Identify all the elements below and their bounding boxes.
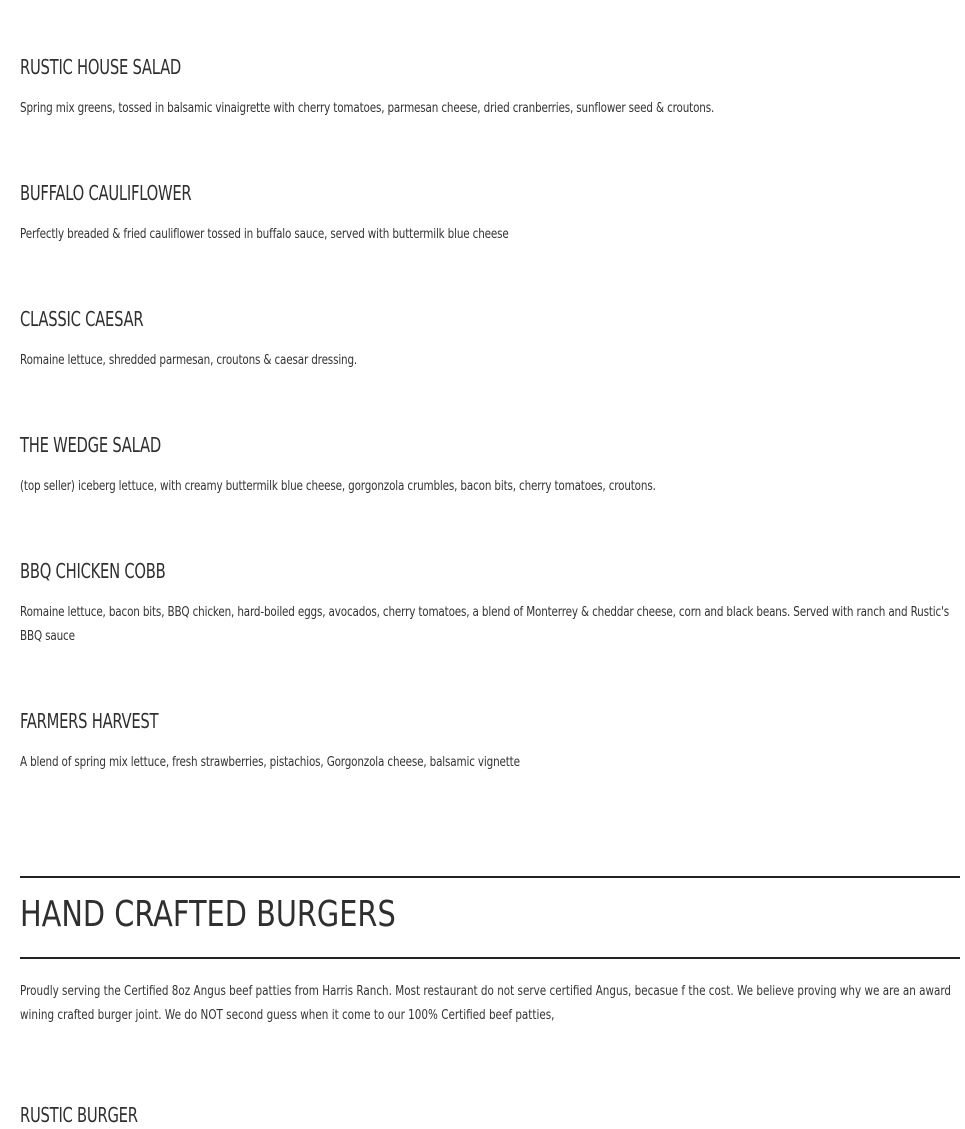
menu-item-name: CLASSIC CAESAR bbox=[20, 307, 144, 331]
menu-item-name: RUSTIC BURGER bbox=[20, 1103, 138, 1127]
menu-item-name: BUFFALO CAULIFLOWER bbox=[20, 181, 192, 205]
menu-item bbox=[20, 181, 960, 247]
menu-item bbox=[20, 1103, 960, 1127]
menu-item bbox=[20, 433, 960, 499]
menu-item-description: Spring mix greens, tossed in balsamic vinaigrette with cherry tomatoes, parmesan cheese, dried cranberries, sunflower seed & croutons. bbox=[20, 101, 715, 116]
menu-item bbox=[20, 307, 960, 373]
menu-item-description: Perfectly breaded & fried cauliflower tossed in buffalo sauce, served with buttermilk blue cheese bbox=[20, 227, 509, 242]
section-top-divider bbox=[20, 876, 960, 878]
menu-item-description: (top seller) iceberg lettuce, with creamy buttermilk blue cheese, gorgonzola crumbles, bacon bits, cherry tomatoes, croutons. bbox=[20, 479, 656, 494]
menu-item-description: A blend of spring mix lettuce, fresh strawberries, pistachios, Gorgonzola cheese, balsamic vignette bbox=[20, 755, 520, 770]
menu-item-description: Romaine lettuce, bacon bits, BBQ chicken, hard-boiled eggs, avocados, cherry tomatoes, a blend of Monterrey & cheddar cheese, corn and black beans. Served with ranch and Rustic's BBQ sauce bbox=[20, 605, 950, 644]
section-bottom-divider bbox=[20, 957, 960, 959]
menu-item bbox=[20, 55, 960, 121]
section-title: HAND CRAFTED BURGERS bbox=[20, 894, 396, 935]
menu-item-description: Romaine lettuce, shredded parmesan, croutons & caesar dressing. bbox=[20, 353, 358, 368]
section-description: Proudly serving the Certified 8oz Angus beef patties from Harris Ranch. Most restaurant do not serve certified Angus, becasue f the cost. We believe proving why we are an award wining crafted burger joint. We do NOT second guess when it come to our 100% Certified beef patties, bbox=[20, 984, 952, 1023]
menu-item bbox=[20, 559, 960, 649]
menu-item-name: FARMERS HARVEST bbox=[20, 709, 159, 733]
menu-item-name: BBQ CHICKEN COBB bbox=[20, 559, 166, 583]
menu-item-name: RUSTIC HOUSE SALAD bbox=[20, 55, 182, 79]
menu-item bbox=[20, 709, 960, 775]
menu-item-name: THE WEDGE SALAD bbox=[20, 433, 161, 457]
